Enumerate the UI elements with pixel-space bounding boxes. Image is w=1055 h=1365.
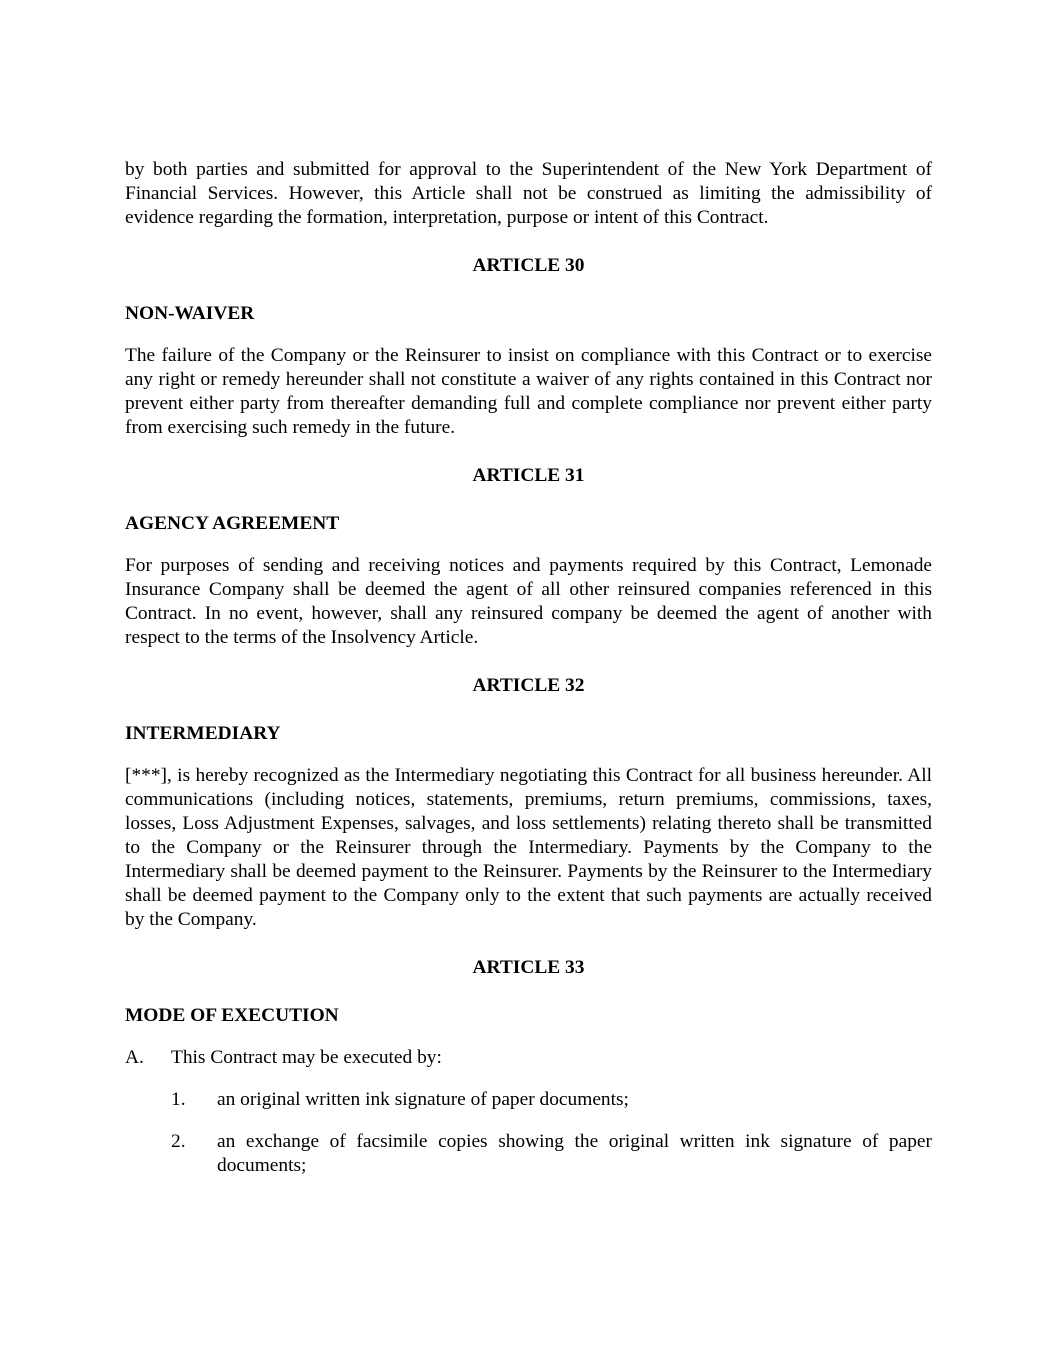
article-32-body: [***], is hereby recognized as the Intermediary negotiating this Contract for all business hereunder. All communications (including notices, statements, premiums, return premiums, commissions, taxes, losses, Loss Adjustment Expenses, salvages, and loss settlements) relating thereto shall be transmitted to the Company or the Reinsurer through the Intermediary. Payments by the Company to the Intermediary shall be deemed payment to the Reinsurer. Payments by the Reinsurer to the Intermediary shall be deemed payment to the Company only to the extent that such payments are actually received by the Company.: [125, 765, 932, 930]
article-30-heading: ARTICLE 30: [472, 255, 585, 276]
list-item: [171, 1088, 932, 1112]
list-item-text: an exchange of facsimile copies showing the original written ink signature of paper documents;: [217, 1131, 932, 1176]
article-32-heading: ARTICLE 32: [472, 675, 585, 696]
list-item: [171, 1130, 932, 1178]
article-30-title: NON-WAIVER: [125, 303, 255, 324]
article-31-title: AGENCY AGREEMENT: [125, 513, 340, 534]
intro-paragraph: by both parties and submitted for approval to the Superintendent of the New York Department of Financial Services. However, this Article shall not be construed as limiting the admissibility of evidence regarding the formation, interpretation, purpose or intent of this Contract.: [125, 159, 932, 228]
section-a-marker: A.: [125, 1047, 144, 1068]
article-32-title: INTERMEDIARY: [125, 723, 281, 744]
section-a-text: This Contract may be executed by:: [171, 1047, 442, 1068]
article-30-body: The failure of the Company or the Reinsurer to insist on compliance with this Contract or to exercise any right or remedy hereunder shall not constitute a waiver of any rights contained in this Contract nor prevent either party from thereafter demanding full and complete compliance nor prevent either party from exercising such remedy in the future.: [125, 345, 932, 438]
list-item-text: an original written ink signature of paper documents;: [217, 1089, 629, 1110]
article-31-heading: ARTICLE 31: [472, 465, 585, 486]
section-a: [125, 1046, 932, 1070]
document-page: [125, 158, 932, 1178]
article-33-heading: ARTICLE 33: [472, 957, 585, 978]
article-33-title: MODE OF EXECUTION: [125, 1005, 339, 1026]
list-item-marker: 1.: [171, 1089, 186, 1110]
list-item-marker: 2.: [171, 1131, 186, 1152]
article-31-body: For purposes of sending and receiving notices and payments required by this Contract, Lemonade Insurance Company shall be deemed the agent of all other reinsured companies referenced in this Contract. In no event, however, shall any reinsured company be deemed the agent of another with respect to the terms of the Insolvency Article.: [125, 555, 932, 648]
